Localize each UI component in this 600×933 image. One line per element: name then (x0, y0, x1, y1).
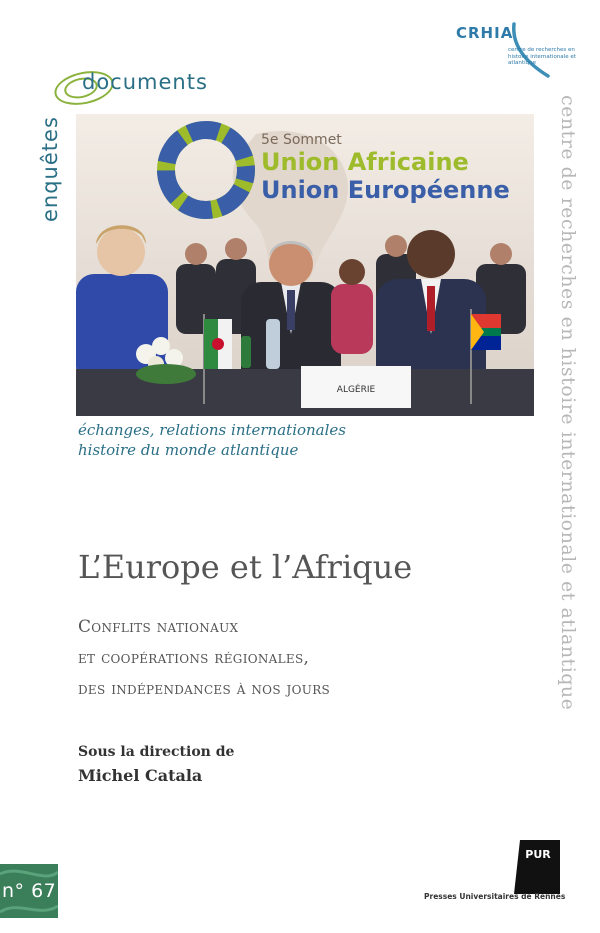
book-title: L’Europe et l’Afrique (78, 548, 413, 586)
publisher-name: Presses Universitaires de Rennes (424, 892, 566, 901)
series-word-enquetes: enquêtes (38, 116, 62, 222)
crhia-logo-title: CRHIA (456, 24, 514, 42)
pur-logo-icon (514, 838, 560, 894)
direction-label: Sous la direction de (78, 744, 235, 760)
theme-line-1: échanges, relations internationales (78, 421, 346, 439)
subtitle-line-2: et coopérations régionales, (78, 648, 310, 668)
summit-line-1: 5e Sommet (261, 132, 342, 148)
summit-line-2: Union Africaine (261, 148, 469, 176)
cover-photo (76, 114, 534, 416)
vertical-centre-name: centre de recherches en histoire internationale et atlantique (557, 95, 579, 711)
author-name: Michel Catala (78, 766, 203, 785)
subtitle-line-3: des indépendances à nos jours (78, 679, 331, 699)
series-word-documents: documents (82, 70, 208, 94)
subtitle-line-1: Conflits nationaux (78, 617, 239, 637)
summit-line-3: Union Européenne (261, 176, 510, 204)
crhia-logo-tagline: centre de recherches en histoire internationale et atlantique (508, 47, 576, 66)
nameplate-text: ALGÉRIE (336, 385, 376, 395)
volume-number: n° 67 (2, 880, 57, 902)
theme-line-2: histoire du monde atlantique (78, 441, 299, 459)
pur-logo-text: PUR (525, 848, 551, 861)
